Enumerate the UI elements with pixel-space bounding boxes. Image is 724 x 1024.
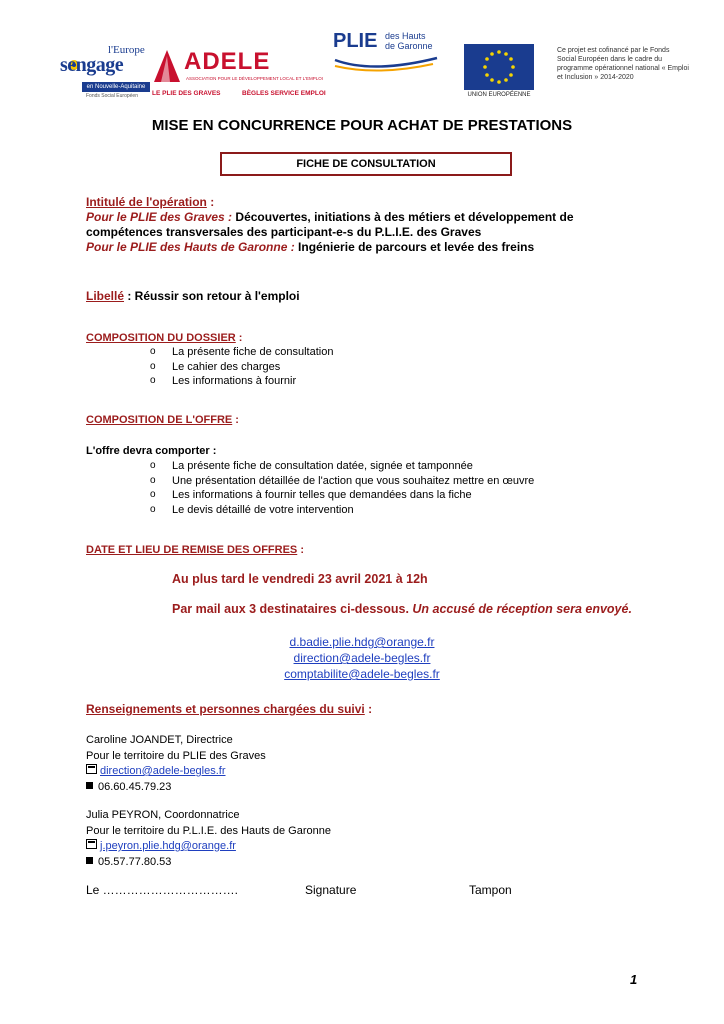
footer-tampon: Tampon	[469, 883, 512, 897]
adele-logo-sub: ASSOCIATION POUR LE DÉVELOPPEMENT LOCAL ET L'EMPLOI	[186, 76, 323, 81]
phone-icon	[86, 782, 93, 789]
plie-logo-des-hauts: des Hauts	[385, 31, 426, 41]
page-number: 1	[630, 972, 638, 987]
libelle-text: : Réussir son retour à l'emploi	[124, 289, 300, 303]
offre-intro: L'offre devra comporter :	[86, 445, 217, 457]
libelle-section	[86, 289, 300, 304]
intitule-hdg-label: Pour le PLIE des Hauts de Garonne :	[86, 240, 295, 254]
europe-logo-line2: Fonds Social Européen	[86, 93, 138, 99]
dossier-list	[150, 345, 333, 389]
remise-deadline: Au plus tard le vendredi 23 avril 2021 à 12h	[172, 572, 428, 586]
list-item: o Les informations à fournir telles que demandées dans la fiche	[150, 489, 472, 501]
list-item: o La présente fiche de consultation datée, signée et tamponnée	[150, 460, 473, 472]
remise-heading: DATE ET LIEU DE REMISE DES OFFRES :	[86, 544, 304, 556]
eu-flag-icon	[464, 44, 534, 90]
footer-le: Le …………………………….	[86, 883, 239, 897]
list-item: o Une présentation détaillée de l'action que vous souhaitez mettre en œuvre	[150, 474, 535, 487]
list-item: o Les informations à fournir	[150, 375, 297, 387]
email-link[interactable]: comptabilite@adele-begles.fr	[284, 667, 440, 681]
footer-signature: Signature	[305, 883, 357, 897]
intitule-graves-label: Pour le PLIE des Graves :	[86, 210, 233, 224]
contact-territory: Pour le territoire du P.L.I.E. des Hauts de Garonne	[86, 824, 331, 837]
adele-logo-name: ADELE	[184, 48, 271, 75]
email-link[interactable]: d.badie.plie.hdg@orange.fr	[289, 635, 435, 649]
offre-heading: COMPOSITION DE L'OFFRE :	[86, 414, 239, 426]
mail-icon	[86, 839, 97, 849]
list-item: o Le devis détaillé de votre intervention	[150, 503, 354, 516]
intitule-hdg-text: Ingénierie de parcours et levée des freins	[294, 240, 535, 254]
fiche-consultation-box: FICHE DE CONSULTATION	[220, 152, 512, 176]
libelle-label: Libellé	[86, 289, 125, 303]
phone-icon	[86, 857, 93, 864]
europe-sengage-logo	[60, 44, 150, 104]
europe-logo-line1: en Nouvelle-Aquitaine	[82, 82, 150, 92]
plie-logo-garonne: de Garonne	[385, 41, 433, 51]
eu-label: UNION EUROPÉENNE	[467, 92, 531, 98]
offre-list	[150, 459, 534, 517]
plie-wave-icon	[333, 54, 439, 74]
adele-logo-plie: LE PLIE DES GRAVES	[152, 90, 221, 97]
list-item: o Le cahier des charges	[150, 360, 281, 373]
sail-icon	[150, 50, 184, 86]
contact-phone: 06.60.45.79.23	[98, 780, 172, 793]
email-link[interactable]: direction@adele-begles.fr	[293, 651, 431, 665]
contacts-heading: Renseignements et personnes chargées du suivi :	[86, 702, 373, 716]
contact-phone: 05.57.77.80.53	[98, 855, 172, 868]
contact-email-link[interactable]: direction@adele-begles.fr	[100, 765, 226, 777]
europe-logo-top: l'Europe	[108, 44, 145, 56]
contact-email-link[interactable]: j.peyron.plie.hdg@orange.fr	[100, 840, 236, 852]
dossier-heading: COMPOSITION DU DOSSIER :	[86, 332, 243, 344]
remise-mail-note: Par mail aux 3 destinataires ci-dessous. Un accusé de réception sera envoyé.	[172, 602, 632, 616]
contact-card	[86, 733, 266, 795]
contact-territory: Pour le territoire du PLIE des Graves	[86, 749, 266, 762]
plie-hauts-garonne-logo	[333, 30, 439, 74]
cofinancement-note: Ce projet est cofinancé par le Fonds Social Européen dans le cadre du programme opérationnel national « Emploi et Inclusion » 2014-2020	[557, 47, 689, 81]
intitule-section: Intitulé de l'opération : Pour le PLIE des Graves : Découvertes, initiations à des métiers et développement de compétences transversales des participant-e-s du P.L.I.E. des Graves Pour le PLIE des Hauts de Garonne : Ingénierie de parcours et levée des freins	[86, 195, 574, 254]
mail-icon	[86, 764, 97, 774]
adele-logo	[150, 48, 326, 100]
plie-logo-name: PLIE	[333, 30, 378, 52]
remise-emails	[0, 634, 724, 682]
list-item: o La présente fiche de consultation	[150, 346, 334, 358]
intitule-label: Intitulé de l'opération	[86, 195, 207, 209]
adele-logo-begles: BÈGLES SERVICE EMPLOI	[242, 90, 326, 97]
page-title: MISE EN CONCURRENCE POUR ACHAT DE PRESTATIONS	[151, 117, 573, 134]
contact-name: Julia PEYRON, Coordonnatrice	[86, 809, 240, 821]
intitule-graves-text: Découvertes, initiations à des métiers et développement de compétences transversales des participant-e-s du P.L.I.E. des Graves	[86, 210, 574, 239]
contact-card	[86, 808, 331, 870]
europe-logo-main: sengage	[60, 54, 124, 76]
contact-name: Caroline JOANDET, Directrice	[86, 734, 233, 746]
eu-flag-logo	[464, 44, 534, 100]
